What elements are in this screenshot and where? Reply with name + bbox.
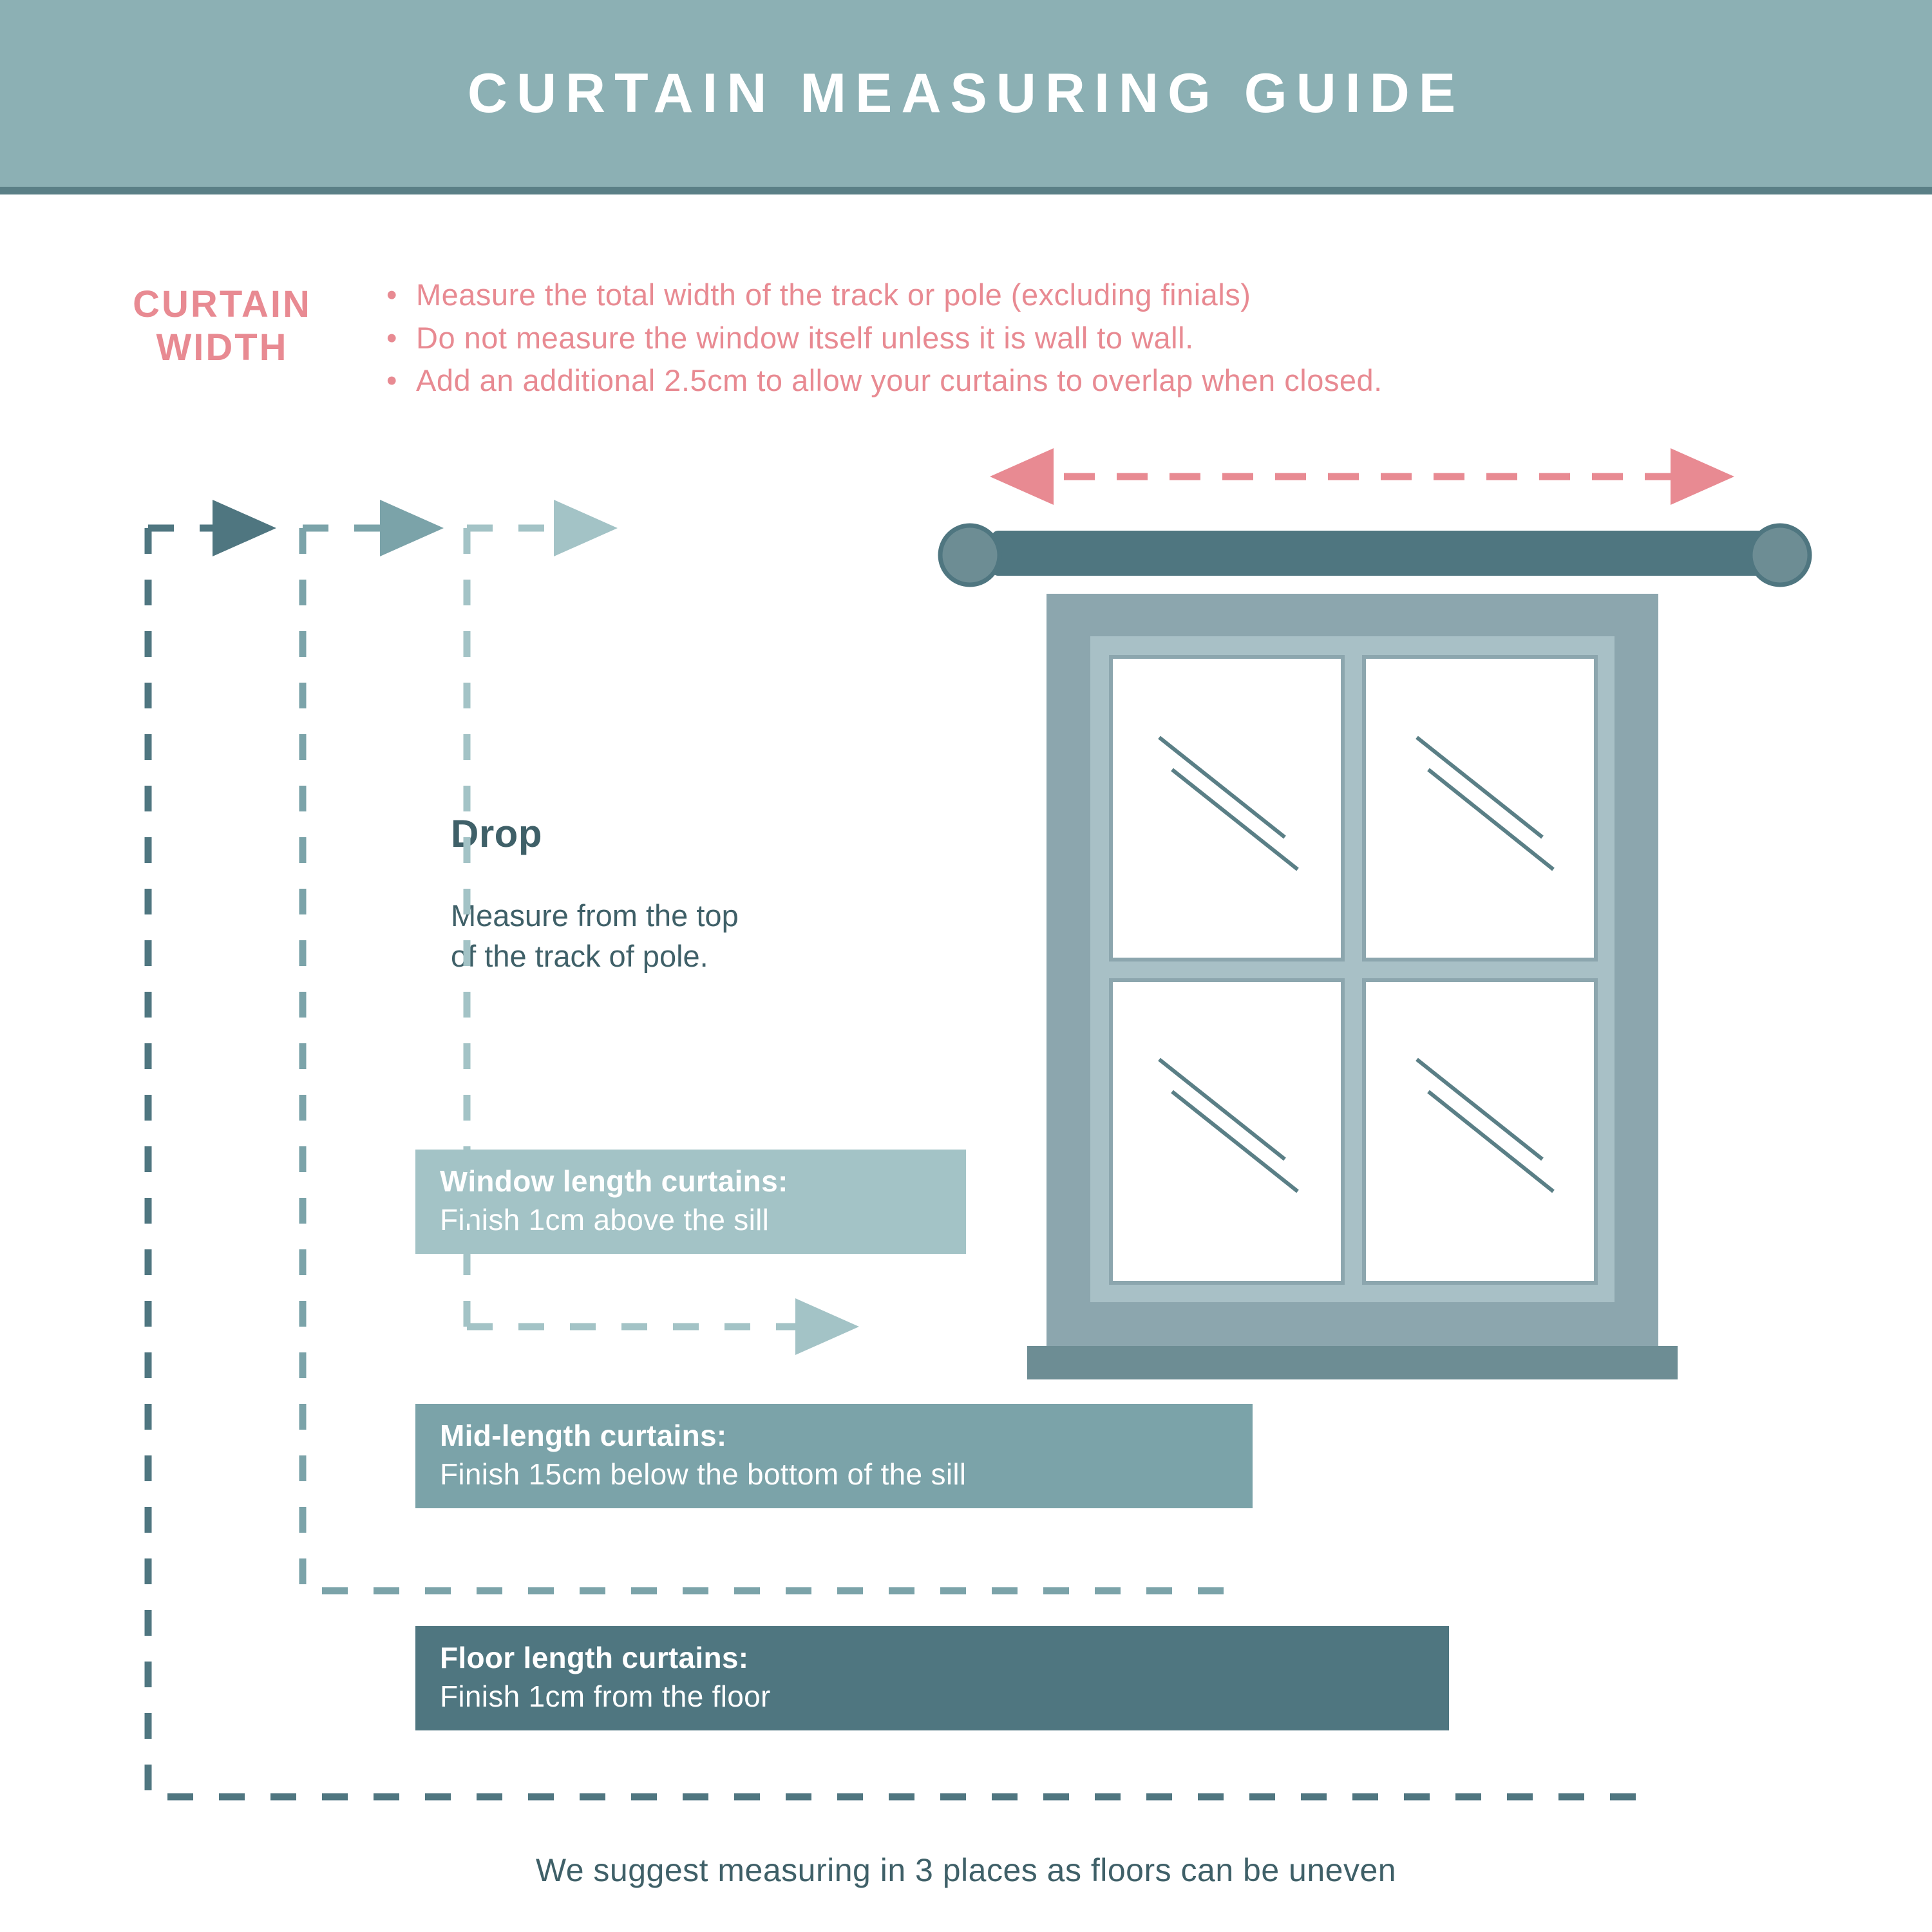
callout-title: Mid-length curtains: — [440, 1419, 727, 1452]
header-divider — [0, 187, 1932, 194]
callout-title: Floor length curtains: — [440, 1641, 749, 1674]
callout-mid-length — [415, 1404, 1253, 1508]
callout-floor-length — [415, 1626, 1449, 1730]
window-pane-top-right — [1364, 657, 1596, 960]
callout-subtitle: Finish 1cm above the sill — [440, 1203, 770, 1236]
window-pane-top-left — [1111, 657, 1343, 960]
list-item-text: Do not measure the window itself unless it is wall to wall. — [416, 320, 1194, 355]
drop-heading: Drop — [451, 812, 542, 855]
bullet-icon: • — [386, 278, 397, 312]
list-item — [386, 274, 1880, 317]
list-item — [386, 317, 1880, 360]
callout-title: Window length curtains: — [440, 1164, 788, 1198]
drop-description-line1: Measure from the top — [451, 898, 739, 933]
window-pane-bottom-left — [1111, 980, 1343, 1283]
bullet-icon: • — [386, 363, 397, 398]
callout-subtitle: Finish 1cm from the floor — [440, 1680, 771, 1713]
curtain-width-bullet-list — [386, 274, 1880, 402]
drop-description-line2: of the track of pole. — [451, 939, 708, 974]
window-sill — [1027, 1346, 1678, 1379]
callout-window-length — [415, 1150, 966, 1254]
glass-reflection-lines — [1159, 737, 1553, 1191]
curtain-width-label — [97, 283, 348, 369]
footer-note: We suggest measuring in 3 places as floors can be uneven — [535, 1852, 1397, 1888]
list-item — [386, 359, 1880, 402]
curtain-pole — [940, 526, 1810, 585]
list-item-text: Add an additional 2.5cm to allow your curtains to overlap when closed. — [416, 363, 1383, 398]
page-title: CURTAIN MEASURING GUIDE — [467, 62, 1465, 124]
callout-subtitle: Finish 15cm below the bottom of the sill — [440, 1457, 967, 1491]
window-pane-bottom-right — [1364, 980, 1596, 1283]
list-item-text: Measure the total width of the track or pole (excluding finials) — [416, 278, 1251, 312]
page-header — [0, 0, 1932, 187]
drop-description — [451, 895, 902, 977]
curtain-width-label-line2: WIDTH — [156, 326, 289, 368]
curtain-width-label-line1: CURTAIN — [133, 283, 312, 325]
window-illustration — [1027, 594, 1678, 1379]
bullet-icon: • — [386, 320, 397, 355]
